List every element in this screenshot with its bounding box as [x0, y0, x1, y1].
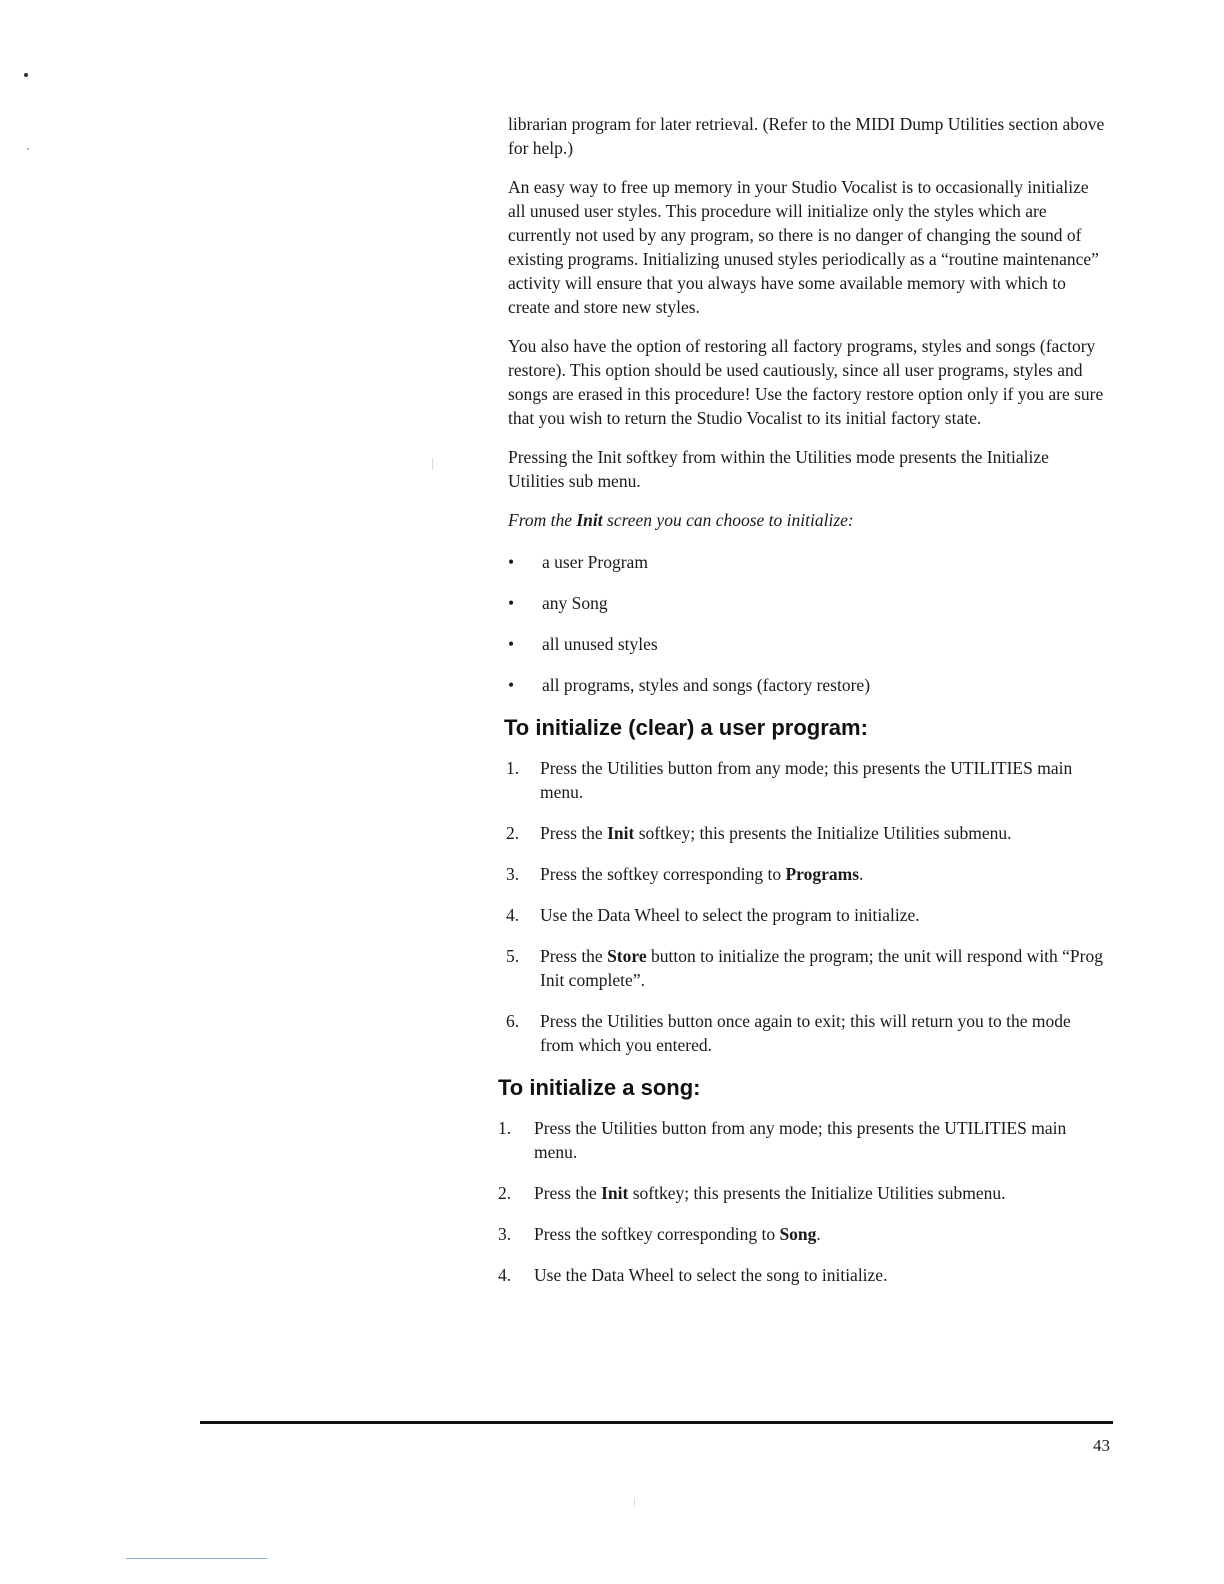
section-heading-song: To initialize a song: — [498, 1075, 701, 1100]
step-item: 1. Press the Utilities button from any mode; this presents the UTILITIES main menu. — [506, 758, 1073, 802]
scan-speck — [24, 73, 28, 77]
list-item: • all unused styles — [508, 634, 658, 654]
song-section — [498, 1074, 1108, 1287]
step-item: 4. Use the Data Wheel to select the song to initialize. — [498, 1265, 888, 1285]
scan-speck — [27, 148, 29, 150]
page-body — [498, 112, 1108, 1304]
list-item: • all programs, styles and songs (factory restore) — [508, 675, 871, 695]
step-item: 6. Press the Utilities button once again to exit; this will return you to the mode from which you entered. — [506, 1011, 1071, 1055]
bullet-icon: • — [508, 552, 515, 572]
bullet-icon: • — [508, 675, 515, 695]
bullet-icon: • — [508, 634, 515, 654]
step-item: 5. Press the Store button to initialize the program; the unit will respond with “Prog Init complete”. — [506, 946, 1103, 990]
song-steps — [498, 1116, 1108, 1287]
list-item: • a user Program — [508, 552, 648, 572]
footer-rule — [200, 1421, 1113, 1424]
list-item: • any Song — [508, 593, 608, 613]
init-options-list — [508, 550, 1108, 697]
scan-edge-line — [126, 1558, 267, 1559]
paragraph: You also have the option of restoring all factory programs, styles and songs (factory restore). This option should be used cautiously, since all user programs, styles and songs are erased in this procedure! Use the factory restore option only if you are sure that you wish to return the Studio Vocalist to its initial factory state. — [508, 336, 1104, 428]
step-item: 3. Press the softkey corresponding to Programs. — [506, 864, 864, 884]
step-item: 2. Press the Init softkey; this presents the Initialize Utilities submenu. — [506, 823, 1012, 843]
paragraph: Pressing the Init softkey from within the Utilities mode presents the Initialize Utilities sub menu. — [508, 447, 1049, 491]
scan-mark — [432, 458, 433, 470]
step-item: 1. Press the Utilities button from any mode; this presents the UTILITIES main menu. — [498, 1118, 1067, 1162]
step-item: 2. Press the Init softkey; this presents the Initialize Utilities submenu. — [498, 1183, 1006, 1203]
scan-mark — [634, 1498, 635, 1506]
step-item: 4. Use the Data Wheel to select the program to initialize. — [506, 905, 920, 925]
program-steps — [508, 756, 1108, 1057]
page-number: 43 — [1093, 1436, 1110, 1455]
paragraph: librarian program for later retrieval. (Refer to the MIDI Dump Utilities section above for help.) — [508, 114, 1105, 158]
section-heading-program: To initialize (clear) a user program: — [504, 715, 868, 740]
paragraph: An easy way to free up memory in your Studio Vocalist is to occasionally initialize all unused user styles. This procedure will initialize only the styles which are currently not used by any program, so there is no danger of changing the sound of existing programs. Initializing unused styles periodically as a “routine maintenance” activity will ensure that you always have some available memory with which to create and store new styles. — [508, 177, 1099, 317]
bullet-icon: • — [508, 593, 515, 613]
step-item: 3. Press the softkey corresponding to Song. — [498, 1224, 821, 1244]
init-intro: From the Init screen you can choose to initialize: — [508, 510, 854, 530]
